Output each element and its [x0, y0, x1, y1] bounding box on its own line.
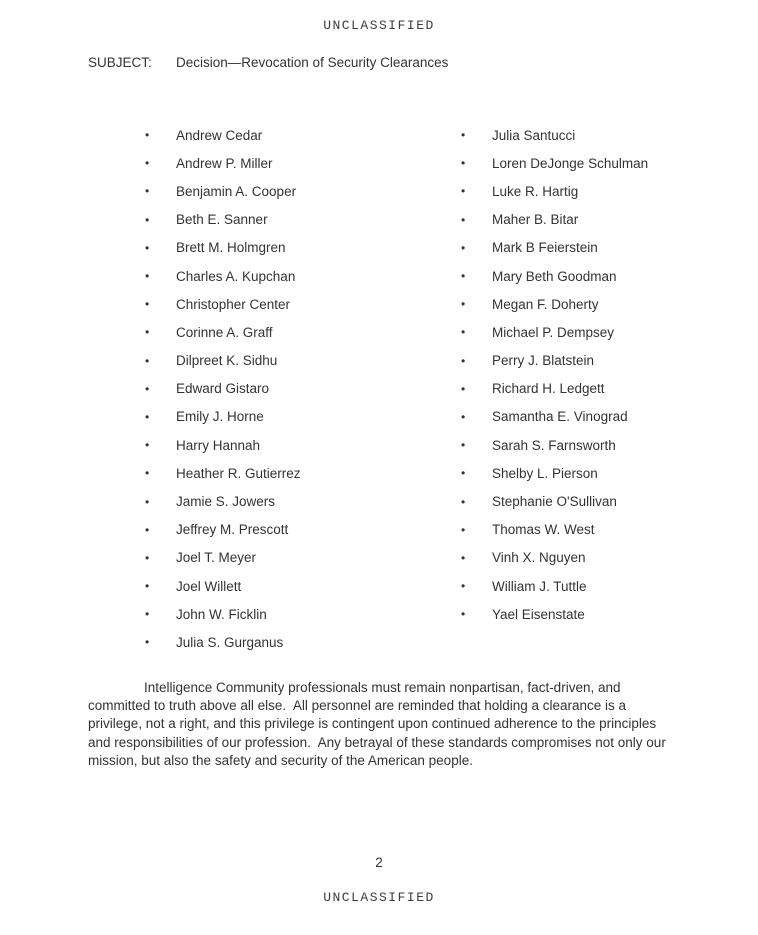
- classification-header: UNCLASSIFIED: [323, 18, 435, 33]
- person-name: Michael P. Dempsey: [492, 324, 615, 340]
- list-item: [145, 431, 461, 459]
- bullet-icon: •: [145, 494, 150, 509]
- bullet-icon: •: [145, 212, 150, 227]
- person-name: Loren DeJonge Schulman: [492, 155, 649, 171]
- person-name: Andrew P. Miller: [176, 155, 273, 171]
- person-name: Mark B Feierstein: [492, 240, 598, 256]
- person-name: Richard H. Ledgett: [492, 381, 605, 397]
- person-name: Maher B. Bitar: [492, 212, 579, 228]
- bullet-icon: •: [461, 240, 466, 255]
- list-item: [461, 375, 758, 403]
- bullet-icon: •: [461, 353, 466, 368]
- bullet-icon: •: [145, 353, 150, 368]
- bullet-icon: •: [461, 494, 466, 509]
- person-name: Jeffrey M. Prescott: [176, 522, 289, 538]
- list-item: [145, 206, 461, 234]
- list-item: [145, 544, 461, 572]
- list-item: [461, 121, 758, 149]
- person-name: Brett M. Holmgren: [176, 240, 286, 256]
- list-item: [461, 347, 758, 375]
- list-item: [461, 262, 758, 290]
- list-item: [461, 600, 758, 628]
- bullet-icon: •: [145, 128, 150, 143]
- list-item: [145, 375, 461, 403]
- bullet-icon: •: [145, 297, 150, 312]
- bullet-icon: •: [145, 550, 150, 565]
- person-name: Benjamin A. Cooper: [176, 183, 297, 199]
- list-item: [145, 600, 461, 628]
- bullet-icon: •: [461, 325, 466, 340]
- names-column-2: [461, 121, 758, 657]
- person-name: John W. Ficklin: [176, 606, 267, 622]
- bullet-icon: •: [145, 325, 150, 340]
- person-name: Corinne A. Graff: [176, 324, 273, 340]
- bullet-icon: •: [145, 522, 150, 537]
- list-item: [461, 290, 758, 318]
- subject-label: SUBJECT:: [88, 55, 152, 70]
- bullet-icon: •: [461, 381, 466, 396]
- bullet-icon: •: [461, 184, 466, 199]
- person-name: Yael Eisenstate: [492, 606, 585, 622]
- list-item: [461, 318, 758, 346]
- subject-value: Decision—Revocation of Security Clearances: [176, 55, 449, 70]
- person-name: Christopher Center: [176, 296, 291, 312]
- list-item: [461, 487, 758, 515]
- list-item: [145, 149, 461, 177]
- bullet-icon: •: [461, 128, 466, 143]
- person-name: Beth E. Sanner: [176, 212, 268, 228]
- bullet-icon: •: [461, 579, 466, 594]
- list-item: [145, 516, 461, 544]
- bullet-icon: •: [461, 438, 466, 453]
- list-item: [145, 487, 461, 515]
- bullet-icon: •: [461, 297, 466, 312]
- bullet-icon: •: [145, 466, 150, 481]
- list-item: [145, 121, 461, 149]
- list-item: [461, 516, 758, 544]
- person-name: Thomas W. West: [492, 522, 595, 538]
- list-item: [145, 290, 461, 318]
- person-name: Heather R. Gutierrez: [176, 465, 301, 481]
- bullet-icon: •: [145, 635, 150, 650]
- bullet-icon: •: [461, 212, 466, 227]
- list-item: [461, 234, 758, 262]
- person-name: Samantha E. Vinograd: [492, 409, 628, 425]
- list-item: [461, 544, 758, 572]
- person-name: Dilpreet K. Sidhu: [176, 353, 278, 369]
- person-name: Megan F. Doherty: [492, 296, 599, 312]
- bullet-icon: •: [461, 522, 466, 537]
- person-name: Julia Santucci: [492, 127, 576, 143]
- person-name: Charles A. Kupchan: [176, 268, 296, 284]
- bullet-icon: •: [461, 607, 466, 622]
- list-item: [145, 572, 461, 600]
- list-item: [461, 206, 758, 234]
- closing-paragraph: Intelligence Community professionals must remain nonpartisan, fact-driven, and committed to truth above all else. All personnel are reminded that holding a clearance is a privilege, not a right, and this privilege is contingent upon continued adherence to the principles and responsibilities of our profession. Any betrayal of these standards compromises not only our mission, but also the safety and security of the American people.: [88, 679, 670, 769]
- bullet-icon: •: [461, 409, 466, 424]
- person-name: Sarah S. Farnsworth: [492, 437, 616, 453]
- bullet-icon: •: [145, 156, 150, 171]
- person-name: Jamie S. Jowers: [176, 494, 276, 510]
- list-item: [461, 431, 758, 459]
- subject-line: [88, 55, 758, 70]
- person-name: Perry J. Blatstein: [492, 353, 595, 369]
- bullet-icon: •: [145, 269, 150, 284]
- bullet-icon: •: [145, 409, 150, 424]
- person-name: Luke R. Hartig: [492, 183, 579, 199]
- bullet-icon: •: [145, 579, 150, 594]
- person-name: Julia S. Gurganus: [176, 634, 284, 650]
- bullet-icon: •: [145, 438, 150, 453]
- list-item: [461, 572, 758, 600]
- person-name: Shelby L. Pierson: [492, 465, 598, 481]
- person-name: Joel Willett: [176, 578, 242, 594]
- person-name: Emily J. Horne: [176, 409, 264, 425]
- names-column-1: [145, 121, 461, 657]
- list-item: [145, 234, 461, 262]
- bullet-icon: •: [461, 156, 466, 171]
- page-number: 2: [375, 855, 383, 870]
- bullet-icon: •: [145, 607, 150, 622]
- list-item: [145, 318, 461, 346]
- list-item: [145, 628, 461, 656]
- bullet-icon: •: [461, 466, 466, 481]
- person-name: Mary Beth Goodman: [492, 268, 617, 284]
- bullet-icon: •: [461, 269, 466, 284]
- list-item: [145, 177, 461, 205]
- bullet-icon: •: [145, 381, 150, 396]
- list-item: [145, 403, 461, 431]
- bullet-icon: •: [145, 240, 150, 255]
- names-list: [145, 121, 758, 657]
- person-name: William J. Tuttle: [492, 578, 587, 594]
- bullet-icon: •: [461, 550, 466, 565]
- person-name: Stephanie O'Sullivan: [492, 494, 617, 510]
- list-item: [461, 403, 758, 431]
- list-item: [461, 149, 758, 177]
- person-name: Edward Gistaro: [176, 381, 270, 397]
- list-item: [461, 177, 758, 205]
- person-name: Harry Hannah: [176, 437, 261, 453]
- list-item: [145, 347, 461, 375]
- person-name: Andrew Cedar: [176, 127, 263, 143]
- bullet-icon: •: [145, 184, 150, 199]
- list-item: [145, 262, 461, 290]
- list-item: [461, 459, 758, 487]
- person-name: Joel T. Meyer: [176, 550, 257, 566]
- person-name: Vinh X. Nguyen: [492, 550, 586, 566]
- classification-footer: UNCLASSIFIED: [323, 890, 435, 905]
- list-item: [145, 459, 461, 487]
